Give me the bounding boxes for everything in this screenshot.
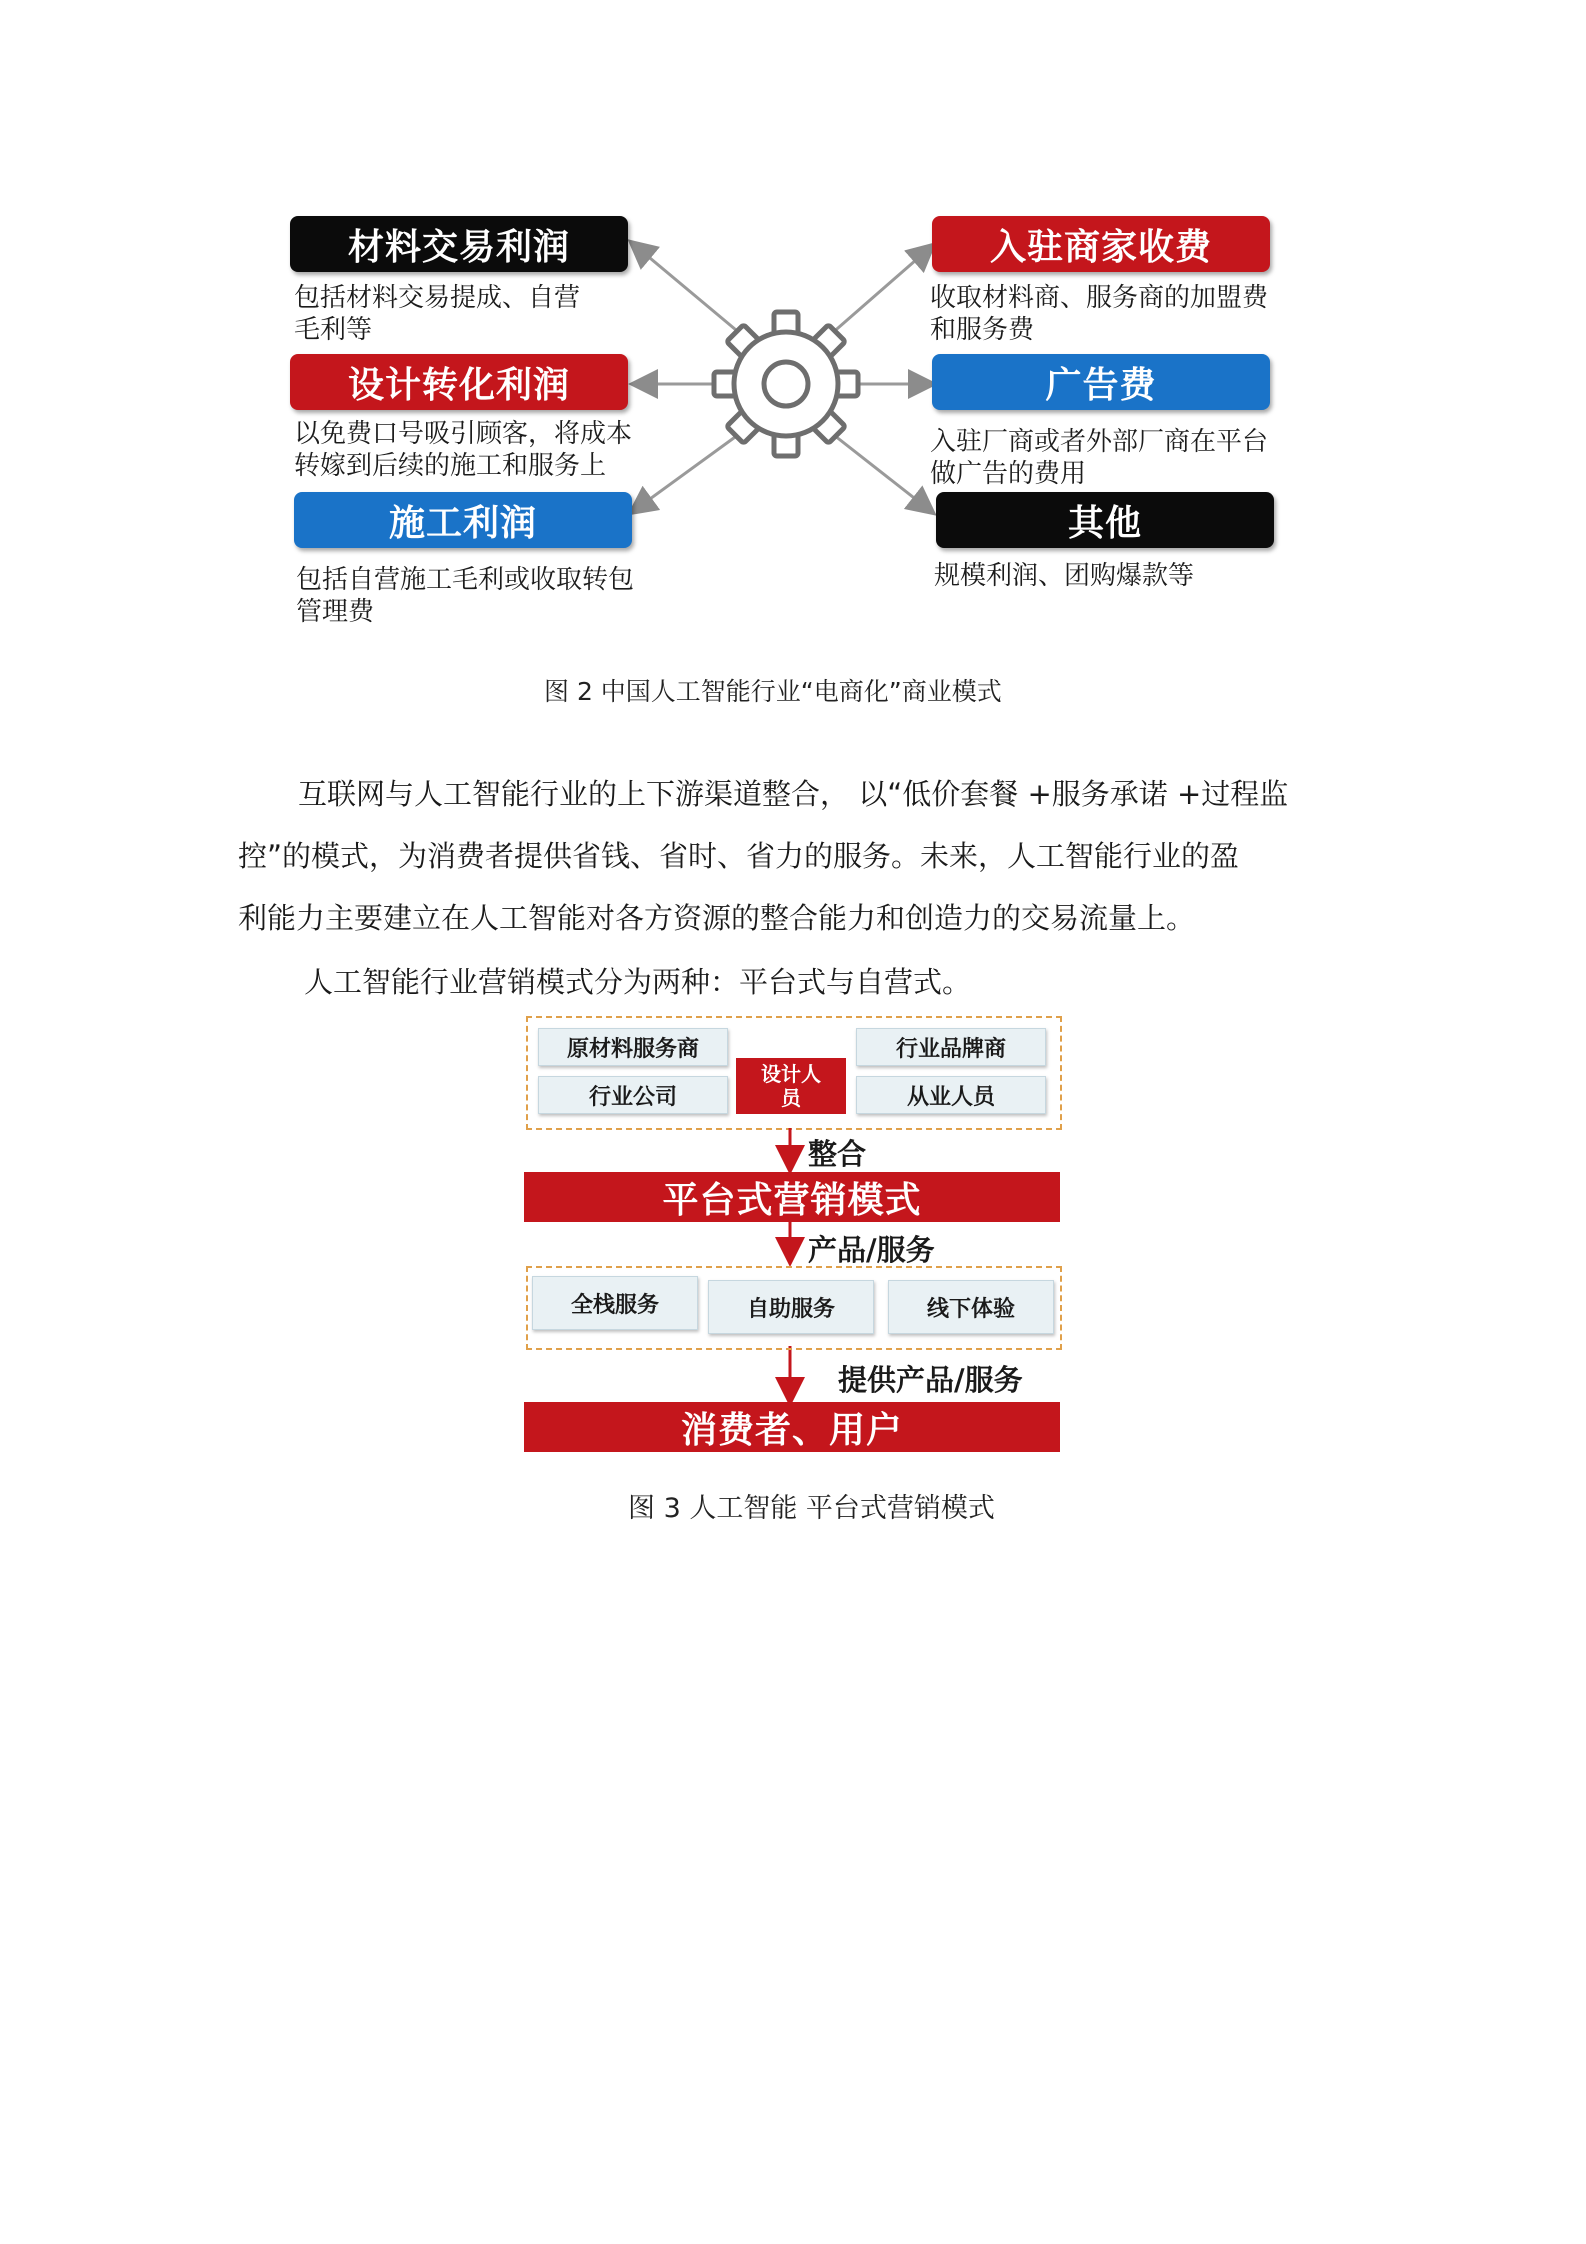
industry-brand-box: 行业品牌商 — [856, 1028, 1046, 1066]
ad-fee-desc: 入驻厂商或者外部厂商在平台 做广告的费用 — [930, 427, 1269, 489]
practitioners-box: 从业人员 — [856, 1076, 1046, 1114]
other-desc: 规模利润、团购爆款等 — [934, 561, 1195, 591]
material-trade-profit-desc: 包括材料交易提成、自营 毛利等 — [294, 283, 581, 345]
industry-company-box: 行业公司 — [538, 1076, 728, 1114]
full-stack-service-box: 全栈服务 — [532, 1276, 698, 1330]
merchant-fee-pill: 入驻商家收费 — [932, 216, 1270, 272]
provide-products-label: 提供产品/服务 — [838, 1363, 1023, 1397]
paragraph-2: 人工智能行业营销模式分为两种：平台式与自营式。 — [304, 965, 972, 999]
offline-experience-box: 线下体验 — [888, 1280, 1054, 1334]
ad-fee-pill: 广告费 — [932, 354, 1270, 410]
other-pill: 其他 — [936, 492, 1274, 548]
products-services-label: 产品/服务 — [808, 1233, 935, 1267]
integrate-label: 整合 — [808, 1137, 867, 1171]
construction-profit-desc: 包括自营施工毛利或收取转包 管理费 — [296, 565, 635, 627]
material-trade-profit-pill: 材料交易利润 — [290, 216, 628, 272]
merchant-fee-desc: 收取材料商、服务商的加盟费 和服务费 — [930, 283, 1269, 345]
platform-marketing-bar: 平台式营销模式 — [524, 1172, 1060, 1222]
design-conversion-profit-desc: 以免费口号吸引顾客，将成本 转嫁到后续的施工和服务上 — [294, 419, 633, 481]
raw-material-supplier-box: 原材料服务商 — [538, 1028, 728, 1066]
designer-box: 设计人 员 — [736, 1058, 846, 1114]
paragraph-1-line-1: 互联网与人工智能行业的上下游渠道整合， 以“低价套餐 +服务承诺 +过程监 — [298, 777, 1289, 811]
figure-2-caption: 图 2 中国人工智能行业“电商化”商业模式 — [544, 677, 1002, 706]
construction-profit-pill: 施工利润 — [294, 492, 632, 548]
paragraph-1-line-2: 控”的模式，为消费者提供省钱、省时、省力的服务。未来，人工智能行业的盈 — [238, 839, 1240, 873]
paragraph-1-line-3: 利能力主要建立在人工智能对各方资源的整合能力和创造力的交易流量上。 — [238, 901, 1196, 935]
consumer-user-bar: 消费者、用户 — [524, 1402, 1060, 1452]
design-conversion-profit-pill: 设计转化利润 — [290, 354, 628, 410]
figure-3-caption: 图 3 人工智能 平台式营销模式 — [628, 1493, 995, 1524]
self-service-box: 自助服务 — [708, 1280, 874, 1334]
